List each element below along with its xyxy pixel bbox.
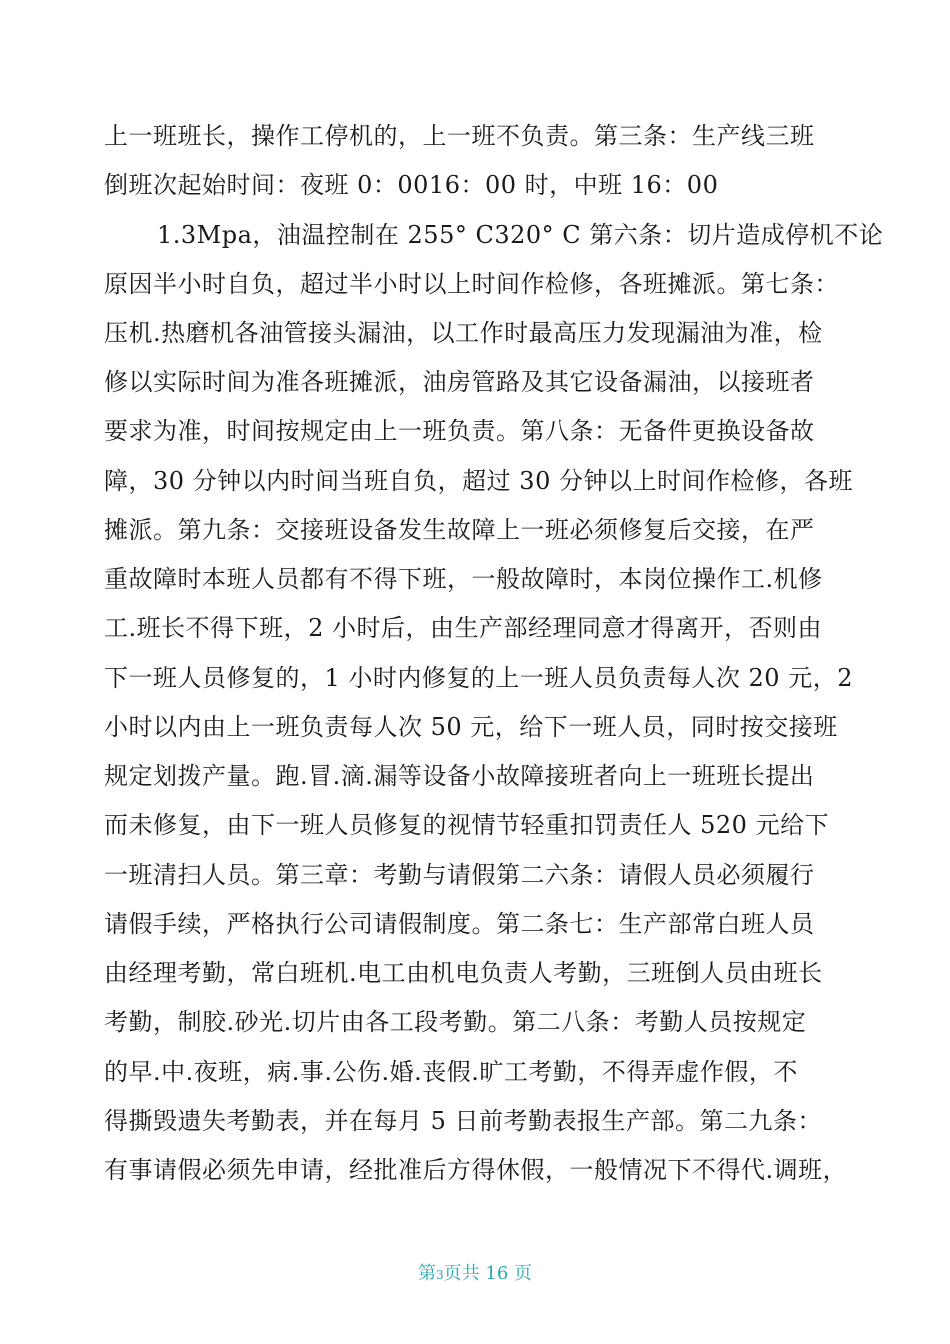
body-line: 压机.热磨机各油管接头漏油，以工作时最高压力发现漏油为准，检 [104, 319, 823, 347]
body-line: 工.班长不得下班，2 小时后，由生产部经理同意才得离开，否则由 [104, 614, 823, 642]
body-line: 小时以内由上一班负责每人次 50 元，给下一班人员，同时按交接班 [104, 713, 838, 741]
body-line: 要求为准，时间按规定由上一班负责。第八条：无备件更换设备故 [104, 417, 815, 445]
body-line: 上一班班长，操作工停机的，上一班不负责。第三条：生产线三班 [104, 122, 815, 150]
body-line: 有事请假必须先申请，经批准后方得休假，一般情况下不得代.调班， [104, 1156, 848, 1184]
footer-suffix: 页共 16 页 [443, 1263, 532, 1284]
body-line: 的早.中.夜班，病.事.公伤.婚.丧假.旷工考勤，不得弄虚作假，不 [104, 1058, 798, 1086]
body-line: 由经理考勤，常白班机.电工由机电负责人考勤，三班倒人员由班长 [104, 959, 823, 987]
body-line: 修以实际时间为准各班摊派，油房管路及其它设备漏油，以接班者 [104, 368, 815, 396]
body-line: 摊派。第九条：交接班设备发生故障上一班必须修复后交接，在严 [104, 516, 815, 544]
body-line: 而未修复，由下一班人员修复的视情节轻重扣罚责任人 520 元给下 [104, 811, 830, 839]
body-line: 下一班人员修复的，1 小时内修复的上一班人员负责每人次 20 元，2 [104, 664, 853, 692]
body-line: 1.3Mpa，油温控制在 255° C320° C 第六条：切片造成停机不论 [157, 221, 884, 249]
body-line: 规定划拨产量。跑.冒.滴.漏等设备小故障接班者向上一班班长提出 [104, 762, 815, 790]
body-line: 倒班次起始时间：夜班 0：0016：00 时，中班 16：00 [104, 171, 719, 199]
page-footer [0, 1262, 950, 1287]
body-line: 考勤，制胶.砂光.切片由各工段考勤。第二八条：考勤人员按规定 [104, 1008, 807, 1036]
body-line: 重故障时本班人员都有不得下班，一般故障时，本岗位操作工.机修 [104, 565, 823, 593]
body-line: 障，30 分钟以内时间当班自负，超过 30 分钟以上时间作检修，各班 [104, 467, 853, 495]
body-line: 原因半小时自负，超过半小时以上时间作检修，各班摊派。第七条： [104, 270, 839, 298]
footer-prefix: 第 [418, 1263, 436, 1284]
body-line: 一班清扫人员。第三章：考勤与请假第二六条：请假人员必须履行 [104, 861, 815, 889]
body-line: 得撕毁遗失考勤表，并在每月 5 日前考勤表报生产部。第二九条： [104, 1107, 823, 1135]
body-line: 请假手续，严格执行公司请假制度。第二条七：生产部常白班人员 [104, 910, 815, 938]
footer-page-number: 3 [436, 1268, 444, 1282]
